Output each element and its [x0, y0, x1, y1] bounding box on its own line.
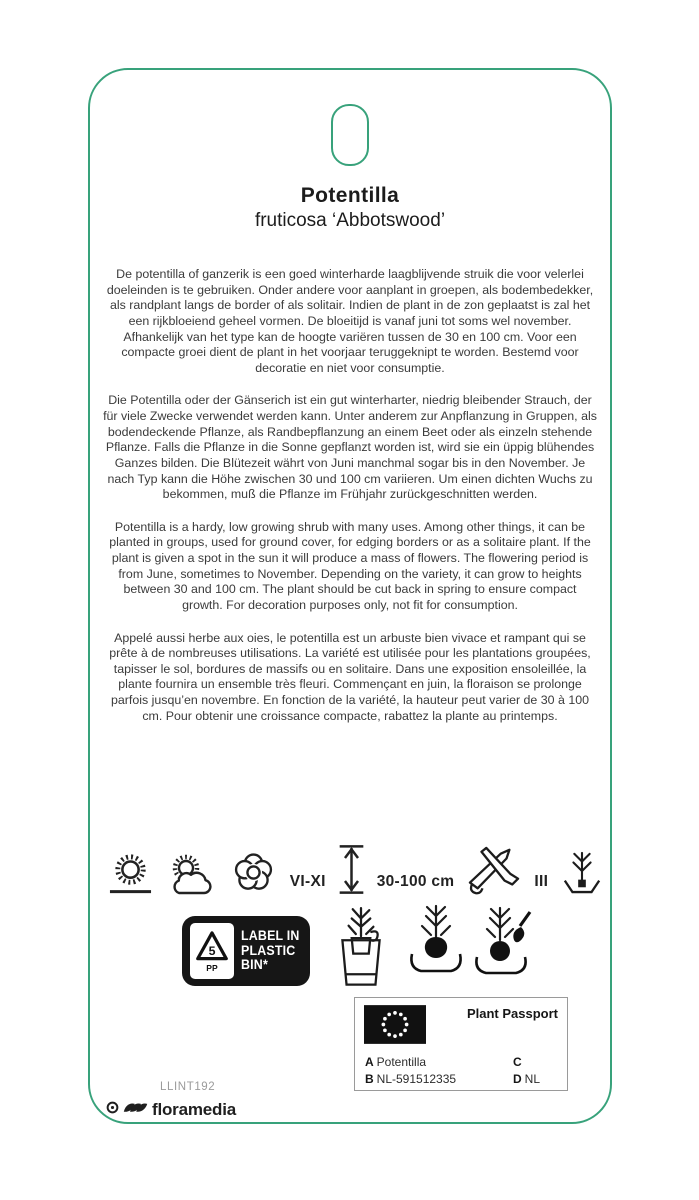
height-range-label: 30-100 cm — [376, 873, 455, 890]
plant-label-card — [88, 68, 612, 1124]
description-french: Appelé aussi herbe aux oies, le potentilla est un arbuste bien vivace et rampant qui se prête à de nombreuses utilisations. La variété est utilisée pour les plantations groupées, tapisser le sol, bordures de massifs ou en solitaire. Dans une exposition ensoleillée, la plante fournira un ensemble très fleuri. Commençant en juin, la floraison se prolonge parfois jusqu’en novembre. En fonction de la variété, la hauteur peut varier de 30 à 100 cm. Pour obtenir une croissance compacte, rabattez la plante au printemps. — [109, 630, 591, 723]
sun-icon — [107, 851, 154, 896]
passport-field-a: A Potentilla — [365, 1055, 427, 1069]
handling-icons-row — [90, 904, 610, 999]
passport-row-b-d — [365, 1072, 559, 1086]
plant-genus-title: Potentilla — [300, 184, 400, 207]
badge-line-2: PLASTIC — [241, 942, 296, 958]
description-german: Die Potentilla oder der Gänserich ist ein gut winterharter, niedrig bleibender Strauch, der für viele Zwecke verwendet werden kann. Unter anderem zur Anpflanzung in Gruppen, als bodendeckende Pflanze, als Randbepflanzung an einem Beet oder als einzeln stehende Pflanze. Falls die Pflanze in die Sonne gepflanzt worden ist, wird sie ein üppig blühendes Ganzes bilden. Die Blütezeit währt von Juni manchmal sogar bis in den November. Je nach Typ kann die Höhe zwischen 30 und 100 cm variieren. Um einen dichten Wuchs zu bekommen, muß die Pflanze im Frühjahr zurückgeschnitten werden. — [103, 393, 597, 502]
hang-hole — [331, 104, 369, 166]
flowering-months-label: VI-XI — [289, 873, 326, 890]
recycle-badge-text — [241, 929, 300, 973]
height-arrow-icon — [339, 843, 364, 896]
title-block — [90, 184, 610, 232]
svg-text:PP: PP — [206, 962, 218, 973]
plant-passport-box — [354, 997, 568, 1091]
leaf-mark-icon — [123, 1099, 148, 1120]
pruning-month-label: III — [534, 873, 549, 890]
passport-field-b: B NL-591512335 — [365, 1072, 457, 1086]
passport-row-a-c — [365, 1055, 559, 1069]
print-code: LLINT192 — [160, 1081, 216, 1093]
pot-in-pot-icon — [330, 904, 392, 1000]
passport-title: Plant Passport — [466, 1006, 558, 1021]
planting-trowel-icon — [472, 904, 536, 997]
recycle-badge — [182, 916, 310, 986]
flower-icon — [230, 849, 277, 896]
sun-cloud-icon — [167, 852, 217, 896]
circle-mark-icon — [106, 1101, 119, 1119]
plant-variety-subtitle: fruticosa ‘Abbotswood’ — [254, 210, 446, 231]
pruning-shears-icon — [467, 846, 521, 896]
description-english: Potentilla is a hardy, low growing shrub with many uses. Among other things, it can be planted in groups, used for ground cover, for edging borders or as a solitaire plant. If the plant is given a spot in the sun it will produce a mass of flowers. The flowering period is from June, sometimes to November. Depending on the variety, it can grow to heights between 30 and 100 cm. The plant should be cut back in spring to ensure compact growth. For decoration purposes only, not fit for consumption. — [109, 519, 591, 612]
brand-name: floramedia — [152, 1099, 236, 1119]
recycling-triangle-icon — [190, 923, 234, 979]
descriptions — [102, 267, 598, 741]
svg-text:5: 5 — [208, 943, 216, 958]
care-icons-row — [90, 828, 610, 896]
rootball-tray-icon — [404, 904, 468, 997]
passport-field-c: C — [513, 1055, 522, 1069]
description-dutch: De potentilla of ganzerik is een goed winterharde laagblijvende struik die voor velerlei doeleinden is te gebruiken. Onder andere voor aanplant in groepen, als bodembedekker, als randplant langs de border of als solitair. Indien de plant in de zon geplaatst is zal het een rijkbloeiend geheel vormen. De bloeitijd is vanaf juni tot soms wel november. Afhankelijk van het type kan de hoogte variëren tussen de 30 en 100 cm. Voor een compacte groei dient de plant in het voorjaar teruggeknipt te worden. Bestemd voor decoratie en niet voor consumptie. — [106, 267, 594, 375]
badge-line-3: BIN* — [241, 957, 268, 973]
badge-line-1: LABEL IN — [241, 928, 300, 944]
eu-flag-icon — [364, 1005, 426, 1049]
passport-header — [364, 1005, 558, 1049]
floramedia-logo — [106, 1099, 236, 1120]
planting-icon — [561, 848, 603, 896]
passport-field-d: D NL — [513, 1072, 541, 1086]
